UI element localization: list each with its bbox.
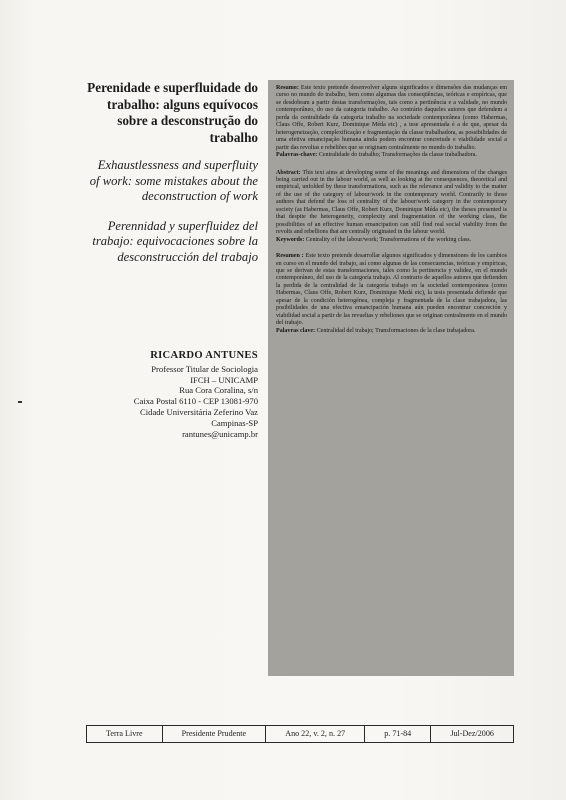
abstracts-panel <box>268 80 514 676</box>
footer-pages: p. 71-84 <box>365 726 431 742</box>
author-name: RICARDO ANTUNES <box>150 350 258 361</box>
resumen-label: Resumen : <box>276 253 304 260</box>
title-spanish: Perennidad y superfluidez del trabajo: equivocaciones sobre la desconstrucción del trabajo <box>92 218 258 264</box>
binding-mark <box>18 401 22 403</box>
palabras-clave-paragraph <box>276 328 507 335</box>
author-line: Professor Titular de Sociologia <box>151 363 258 374</box>
author-line: IFCH – UNICAMP <box>190 374 258 385</box>
footer-journal: Terra Livre <box>87 726 163 742</box>
footer-volume: Ano 22, v. 2, n. 27 <box>266 726 365 742</box>
title-portuguese: Perenidade e superfluidade do trabalho: alguns equívocos sobre a desconstrução do trabalho <box>87 80 258 145</box>
abstract-text: This text aims at developing some of the meanings and dimensions of the changes being carried out in the labour world, as well as looking at the consequences, theoretical and empirical, unfolded by these transformations, such as the relevance and validity to the matter of the use of the category of labour/work in the contemporary world. Contrarily to those authors that defend the loss of centrality of the labour/work category in the contemporary society (as Habermas, Claus Offe, Robert Kurz, Dominique Méda etc), the theses presented is that despite the heterogeneity, complexity and fragmentation of the working class, the possibilities of an effective human emancipation can still find real social viability from the revolts and rebellions that are centrally originated in the labour world. <box>276 169 508 236</box>
resumen-text: Este texto pretende desarrollar algunos significados y dimensiones de los cambios en curso en el mundo del trabajo, así como algunas de las consecuencias, teóricas y empíricas, que se derivan de estas transformaciones, tales como la pertinencia y validez, en el mundo contemporáneo, del uso de la categoría trabajo. Al contrario de aquellos autores que defienden la perdida de la centralidad de la categoría trabajo en la sociedad contemporánea (como Habermas, Claus Offe, Robert Kurz, Dominique Medá etc), la tesis presentada defiende que apesar de la condición heterogénea, compleja y fragmentada de la clase trabajadora, las posibilidades de una efectiva emancipación humana aún pueden encontrar concreción y viabilidad social a partir de las revueltas y rebeliones que se originan centralmente en el mundo del trabajo. <box>276 253 507 327</box>
author-line: Cidade Universitária Zeferino Vaz <box>140 406 258 417</box>
keywords-label: Keywords: <box>276 236 305 243</box>
palavras-chave-label: Palavras-chave: <box>276 152 318 159</box>
abstract-paragraph <box>276 170 507 237</box>
resumo-text: Este texto pretende desenvolver alguns significados e dimensões das mudanças em curso no mundo do trabalho, bem como algumas das conseqüências, teóricas e empíricas, que se desdobram a partir destas transformações, tais como a pertinência e a validade, no mundo contemporâneo, do uso da categoria trabalho. Ao contrário daqueles autores que defendem a perda da centralidade da categoria trabalho na sociedade contemporânea (como Habermas, Claus Offe, Robert Kurz, Dominique Méda etc) , a tese apresentada é a de que, apesar da heterogeneização, complexificação e fragmentação da classe trabalhadora, as possibilidades de uma efetiva emancipação humana ainda podem encontrar concretude e viabilidade social a partir das revoltas e rebeliões que se originam centralmente no mundo do trabalho. <box>276 85 508 151</box>
resumo-label: Resumo: <box>276 85 299 91</box>
palavras-chave-paragraph <box>276 152 507 159</box>
citation-footer <box>86 725 514 743</box>
author-email: rantunes@unicamp.br <box>182 428 258 439</box>
resumen-paragraph <box>276 253 507 328</box>
abstract-label: Abstract: <box>276 169 301 176</box>
title-english: Exhaustlessness and superfluity of work: some mistakes about the deconstruction of work <box>89 158 258 203</box>
keywords-paragraph <box>276 237 507 244</box>
footer-date: Jul-Dez/2006 <box>450 729 494 738</box>
palabras-clave-label: Palavras clave: <box>276 327 316 334</box>
keywords-text: Centrality of the labour/work; Transformations of the working class. <box>305 236 472 243</box>
author-line: Caixa Postal 6110 - CEP 13081-970 <box>133 396 258 407</box>
palabras-clave-text: Centralidad del trabajo; Transformaciones de la clase trabajadora. <box>316 327 476 334</box>
footer-city: Presidente Prudente <box>163 726 267 742</box>
palavras-chave-text: Centralidade do trabalho; Transformações da classe trabalhadora. <box>318 152 477 159</box>
author-line: Campinas-SP <box>211 417 258 428</box>
resumo-paragraph <box>276 85 507 152</box>
author-block <box>86 351 258 439</box>
author-line: Rua Cora Coralina, s/n <box>179 385 258 396</box>
titles-column <box>86 80 258 265</box>
